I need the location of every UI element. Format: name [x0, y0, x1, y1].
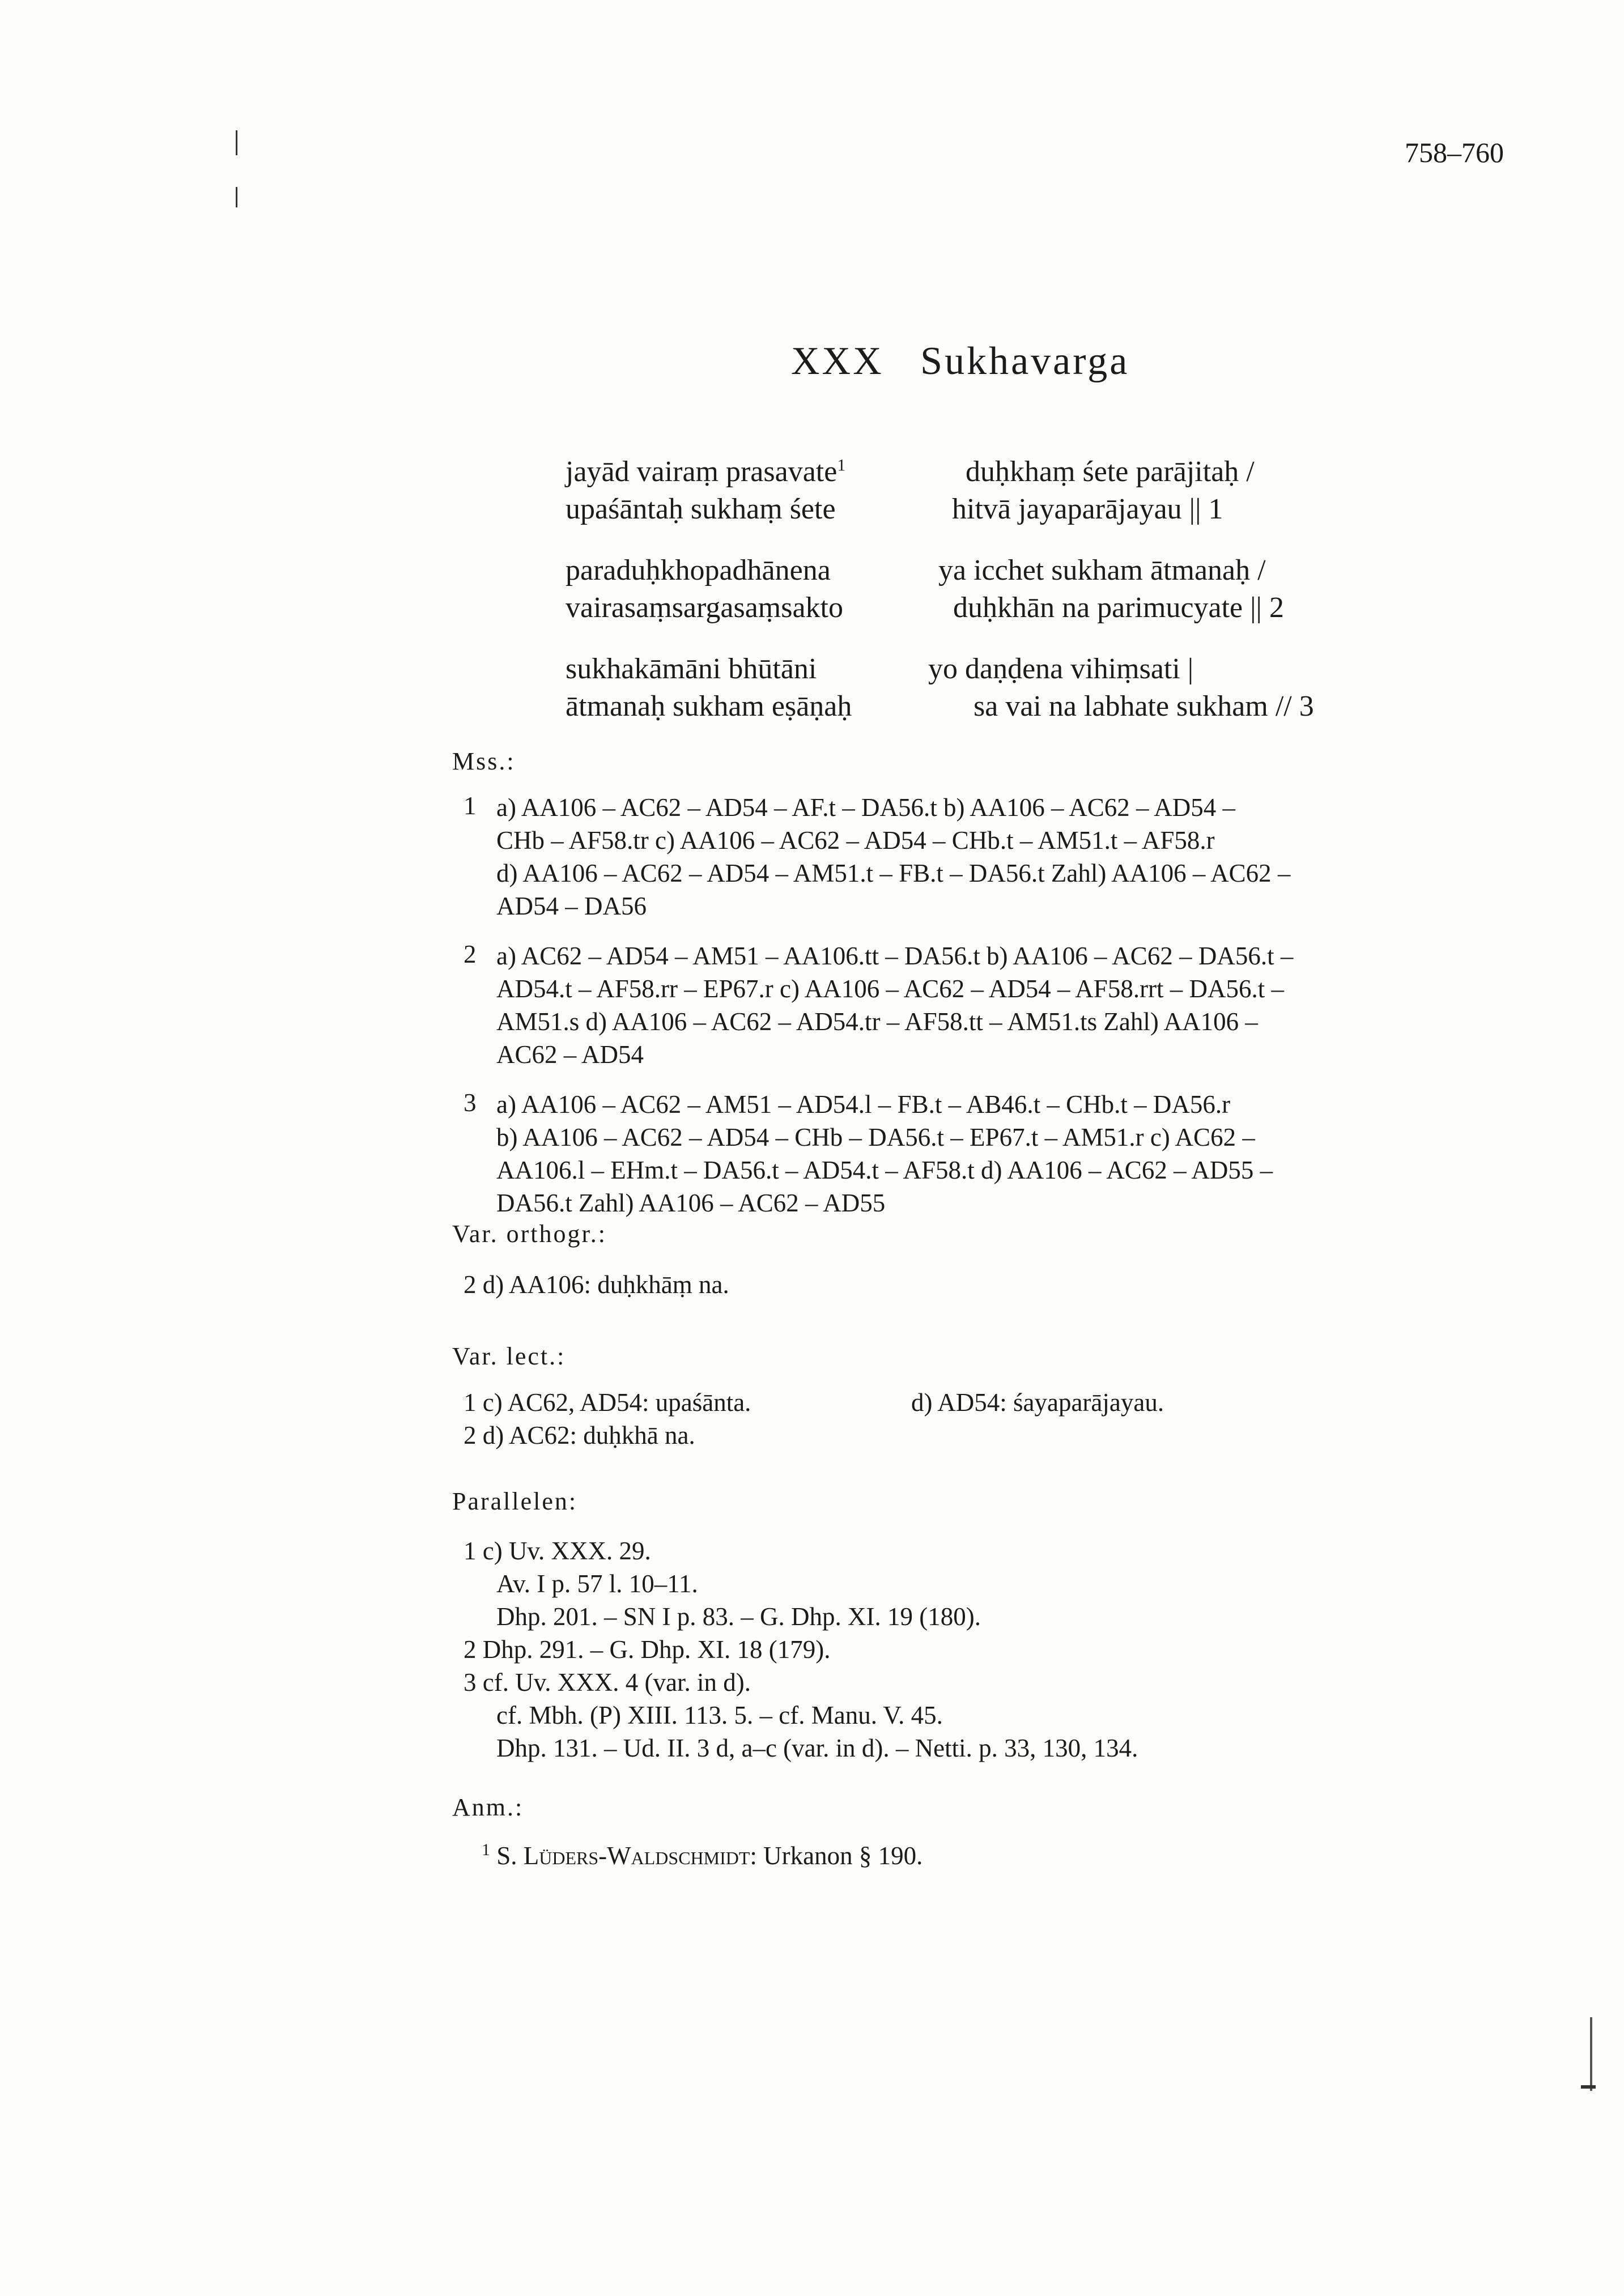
footnote-text: : Urkanon § 190.	[750, 1842, 923, 1870]
parallel-line: Dhp. 131. – Ud. II. 3 d, a–c (var. in d). – Netti. p. 33, 130, 134.	[496, 1734, 1138, 1762]
scan-mark	[236, 187, 237, 207]
stanza-1	[566, 453, 1438, 528]
mss-line: DA56.t Zahl) AA106 – AC62 – AD55	[496, 1189, 886, 1217]
var-orthogr-line: 2 d) AA106: duḥkhāṃ na.	[464, 1270, 729, 1299]
mss-heading: Mss.:	[452, 747, 516, 775]
mss-line: a) AC62 – AD54 – AM51 – AA106.tt – DA56.t b) AA106 – AC62 – DA56.t –	[496, 942, 1294, 970]
verse-block	[566, 453, 1438, 749]
parallel-line: Av. I p. 57 l. 10–11.	[496, 1570, 698, 1598]
mss-line: a) AA106 – AC62 – AM51 – AD54.l – FB.t – AB46.t – CHb.t – DA56.r	[496, 1090, 1231, 1119]
mss-line: CHb – AF58.tr c) AA106 – AC62 – AD54 – CHb.t – AM51.t – AF58.r	[496, 826, 1215, 854]
mss-line: d) AA106 – AC62 – AD54 – AM51.t – FB.t – DA56.t Zahl) AA106 – AC62 –	[496, 859, 1291, 887]
stanza-2	[566, 552, 1438, 627]
verse-pada-a: paraduḥkhopadhānena	[566, 554, 831, 586]
var-orthogr-block	[464, 1268, 1517, 1301]
mss-line: b) AA106 – AC62 – AD54 – CHb – DA56.t – EP67.t – AM51.r c) AC62 –	[496, 1123, 1255, 1151]
verse-pada-b: hitvā jayaparājayau || 1	[952, 493, 1223, 525]
verse-line	[566, 491, 1438, 528]
mss-entry	[464, 1088, 1517, 1219]
var-lect-col2: d) AD54: śayaparājayau.	[911, 1388, 1164, 1417]
mss-entry	[464, 939, 1517, 1071]
footnote	[482, 1839, 1536, 1872]
footnote-marker: 1	[837, 456, 846, 475]
verse-line	[566, 589, 1438, 627]
verse-pada-a: jayād vairaṃ prasavate$^1$	[566, 456, 846, 488]
parallelen-block	[464, 1534, 1517, 1764]
scan-mark	[1581, 2085, 1596, 2089]
verse-pada-b: yo daṇḍena vihiṃsati |	[928, 653, 1194, 685]
mss-line: AC62 – AD54	[496, 1040, 644, 1069]
anm-block	[482, 1839, 1536, 1872]
mss-entry	[464, 791, 1517, 922]
parallel-line: 1 c) Uv. XXX. 29.	[464, 1537, 651, 1565]
mss-line: AD54.t – AF58.rr – EP67.r c) AA106 – AC62 – AD54 – AF58.rrt – DA56.t –	[496, 975, 1285, 1003]
verse-pada-a: upaśāntaḥ sukhaṃ śete	[566, 493, 836, 525]
var-lect-col1: 1 c) AC62, AD54: upaśānta.	[464, 1388, 751, 1417]
scan-mark	[1590, 2017, 1592, 2091]
verse-pada-b: sa vai na labhate sukham // 3	[973, 690, 1314, 722]
footnote-prefix: S.	[496, 1842, 517, 1870]
anm-heading: Anm.:	[452, 1793, 524, 1821]
mss-line: AD54 – DA56	[496, 892, 647, 920]
var-lect-row	[464, 1419, 1517, 1452]
var-lect-block	[464, 1386, 1517, 1452]
mss-line: AA106.l – EHm.t – DA56.t – AD54.t – AF58.t d) AA106 – AC62 – AD55 –	[496, 1156, 1273, 1184]
footnote-authors: Lüders-Waldschmidt	[523, 1842, 750, 1870]
verse-line	[566, 453, 1438, 491]
mss-block	[464, 791, 1517, 1236]
verse-line	[566, 688, 1438, 725]
mss-entry-number: 3	[464, 1089, 477, 1117]
verse-pada-b: duḥkhān na parimucyate || 2	[953, 592, 1284, 624]
mss-line: AM51.s d) AA106 – AC62 – AD54.tr – AF58.tt – AM51.ts Zahl) AA106 –	[496, 1007, 1258, 1036]
verse-pada-b: ya icchet sukham ātmanaḥ /	[938, 554, 1266, 586]
mss-entry-number: 1	[464, 792, 477, 820]
verse-line	[566, 552, 1438, 589]
parallel-line: Dhp. 201. – SN I p. 83. – G. Dhp. XI. 19 (180).	[496, 1602, 981, 1631]
mss-line: a) AA106 – AC62 – AD54 – AF.t – DA56.t b) AA106 – AC62 – AD54 –	[496, 793, 1235, 822]
var-lect-col1: 2 d) AC62: duḥkhā na.	[464, 1421, 695, 1449]
parallel-line: 2 Dhp. 291. – G. Dhp. XI. 18 (179).	[464, 1635, 831, 1664]
page-number: 758–760	[1405, 137, 1504, 168]
footnote-marker: 1	[482, 1840, 490, 1859]
verse-pada-a: ātmanaḥ sukham eṣāṇaḥ	[566, 690, 852, 722]
parallelen-heading: Parallelen:	[452, 1487, 578, 1515]
var-orthogr-heading: Var. orthogr.:	[452, 1220, 607, 1248]
verse-pada-b: duḥkhaṃ śete parājitaḥ /	[966, 456, 1255, 488]
section-title: XXX Sukhavarga	[791, 339, 1130, 383]
verse-pada-a: vairasaṃsargasaṃsakto	[566, 592, 843, 624]
scan-mark	[236, 130, 237, 155]
parallel-line: cf. Mbh. (P) XIII. 113. 5. – cf. Manu. V. 45.	[496, 1701, 943, 1729]
parallel-line: 3 cf. Uv. XXX. 4 (var. in d).	[464, 1668, 751, 1697]
mss-entry-number: 2	[464, 940, 477, 968]
var-lect-heading: Var. lect.:	[452, 1342, 566, 1370]
var-lect-row	[464, 1386, 1517, 1419]
stanza-3	[566, 650, 1438, 725]
verse-pada-a: sukhakāmāni bhūtāni	[566, 653, 817, 685]
verse-line	[566, 650, 1438, 688]
